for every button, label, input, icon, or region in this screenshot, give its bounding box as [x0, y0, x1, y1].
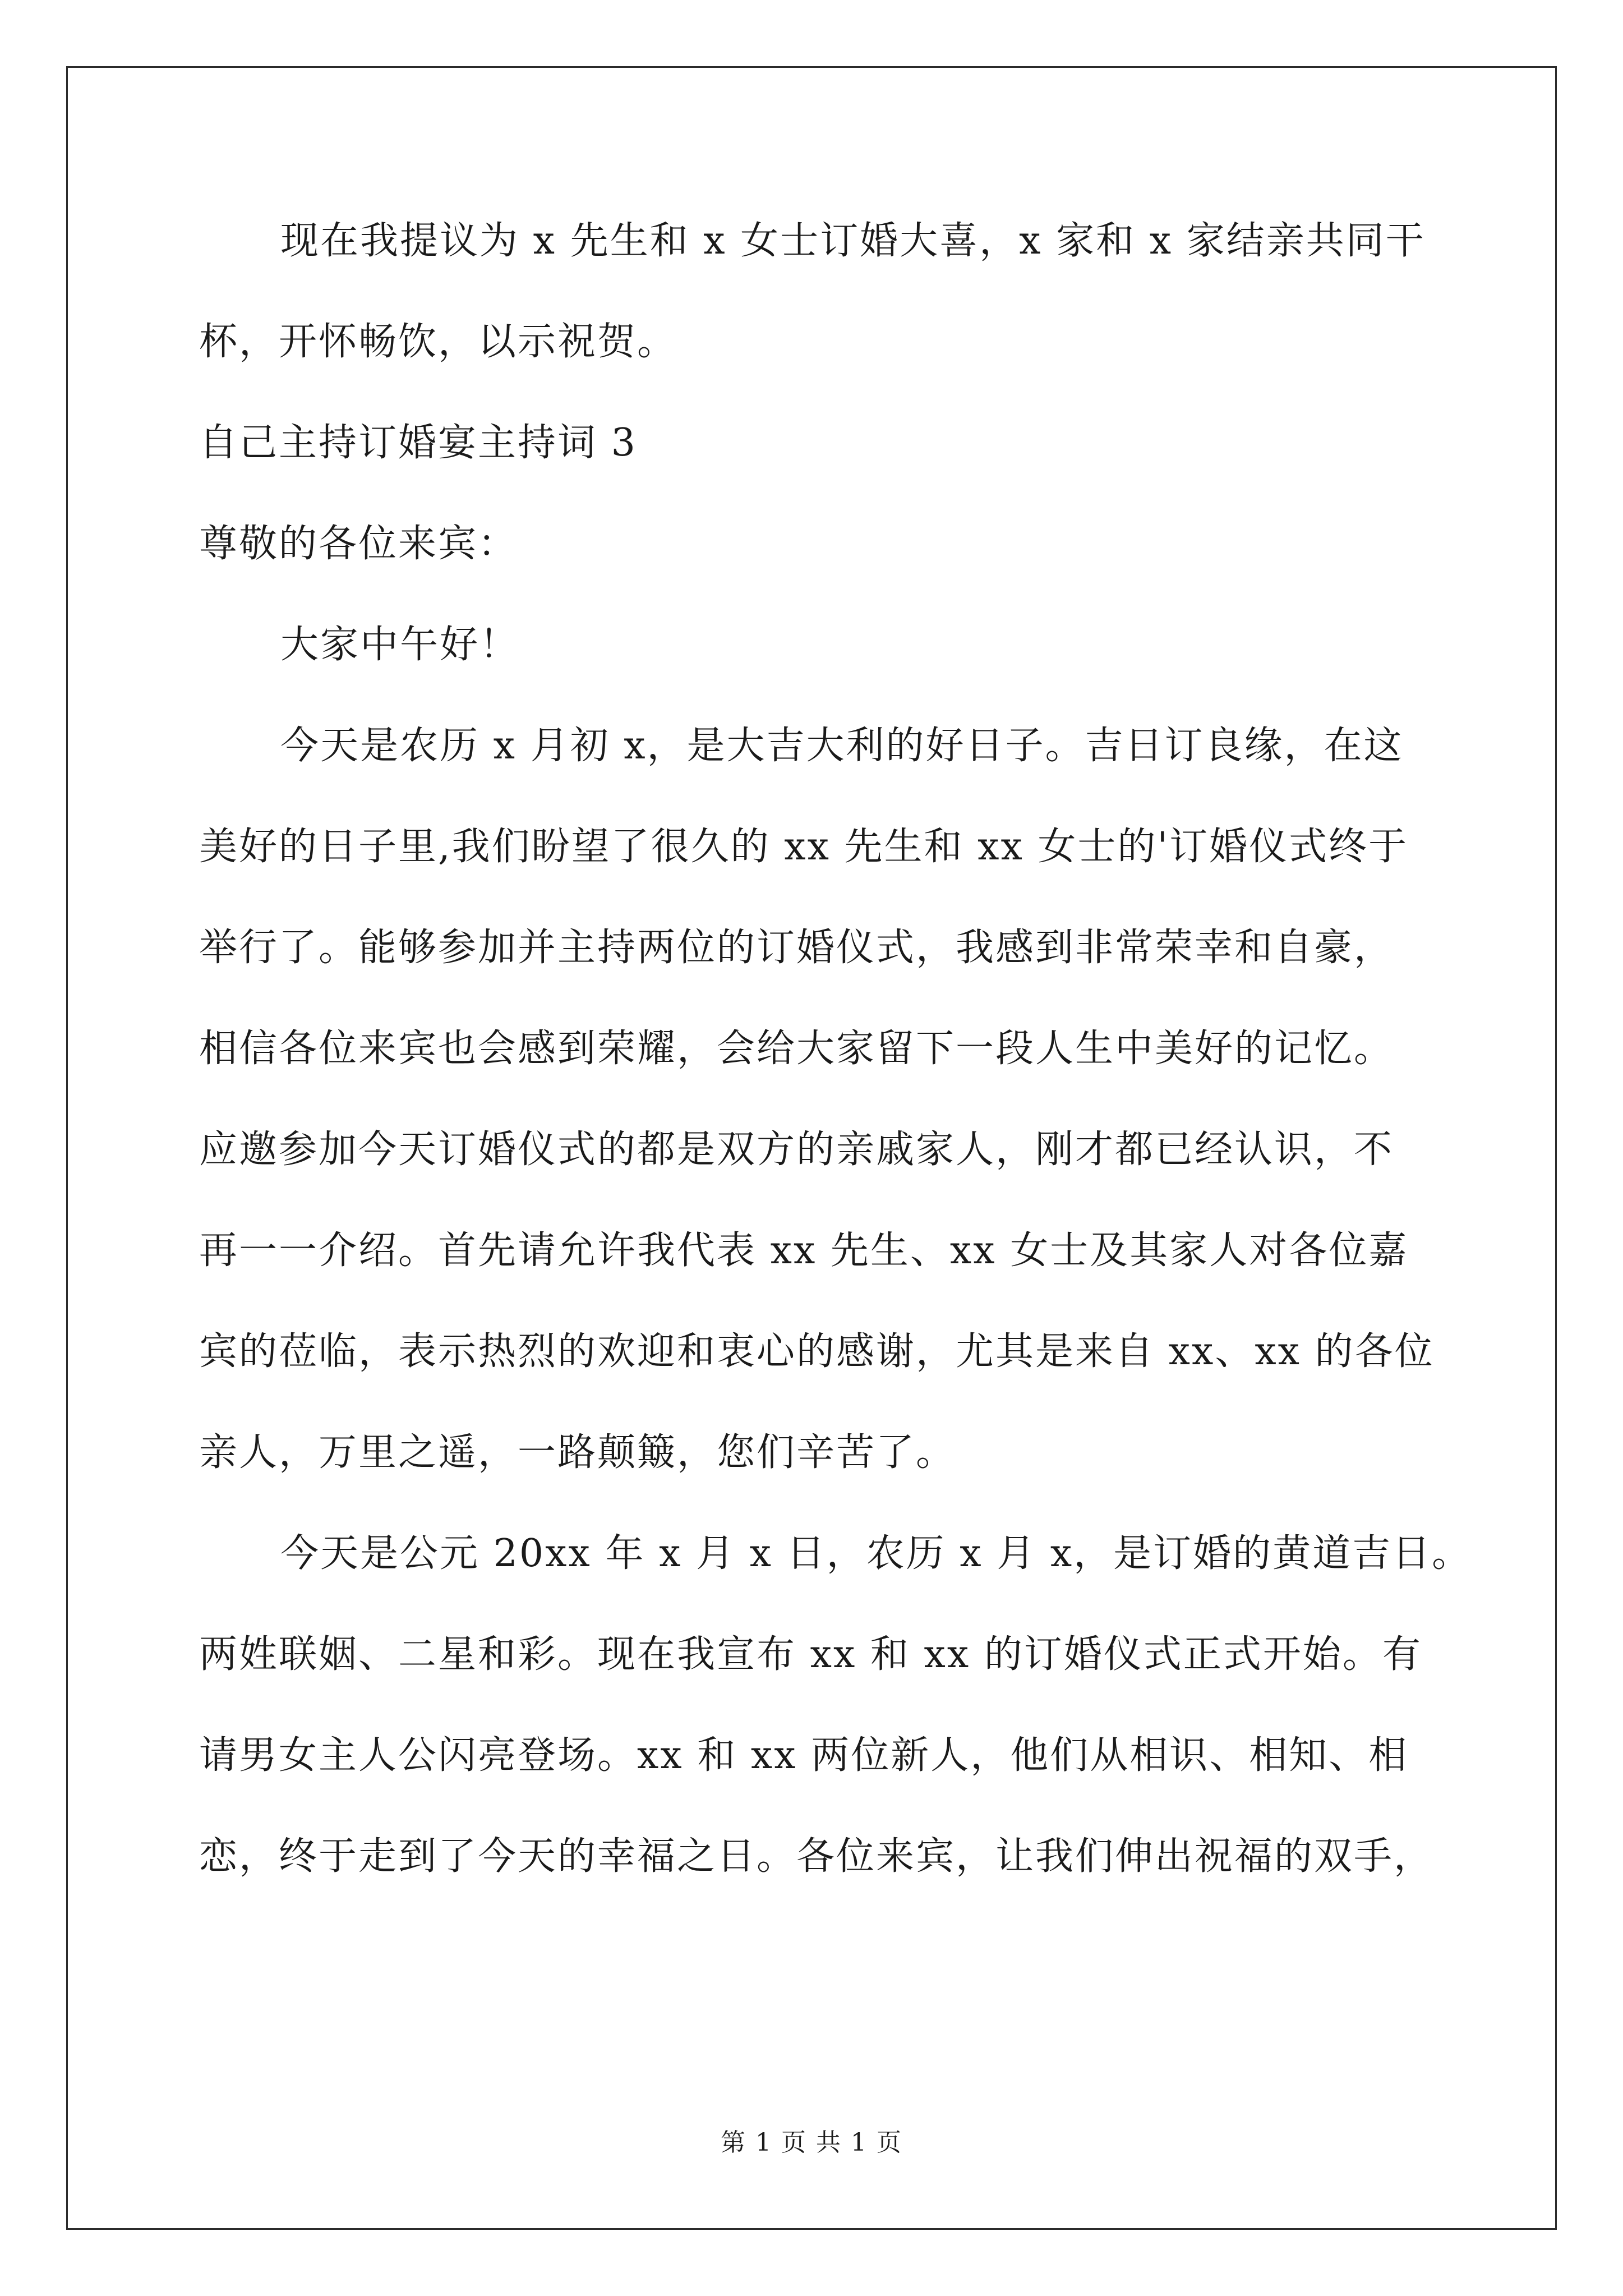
paragraph-line: 美好的日子里,我们盼望了很久的 xx 先生和 xx 女士的'订婚仪式终于	[199, 825, 1409, 869]
paragraph-line: 两姓联姻、二星和彩。现在我宣布 xx 和 xx 的订婚仪式正式开始。有	[199, 1632, 1422, 1677]
paragraph-line: 应邀参加今天订婚仪式的都是双方的亲戚家人，刚才都已经认识，不	[199, 1128, 1394, 1172]
paragraph-line: 请男女主人公闪亮登场。xx 和 xx 两位新人，他们从相识、相知、相	[199, 1733, 1409, 1778]
section-title: 自己主持订婚宴主持词 3	[199, 421, 637, 465]
paragraph-line: 恋，终于走到了今天的幸福之日。各位来宾，让我们伸出祝福的双手，	[199, 1834, 1434, 1879]
paragraph-line: 杯，开怀畅饮，以示祝贺。	[199, 320, 677, 364]
paragraph-line: 宾的莅临，表示热烈的欢迎和衷心的感谢，尤其是来自 xx、xx 的各位	[199, 1329, 1435, 1374]
greeting: 大家中午好！	[280, 623, 520, 667]
paragraph-line: 再一一介绍。首先请允许我代表 xx 先生、xx 女士及其家人对各位嘉	[199, 1228, 1409, 1273]
page-number-footer: 第 1 页 共 1 页	[721, 2128, 902, 2157]
paragraph-line: 今天是公元 20xx 年 x 月 x 日，农历 x 月 x，是订婚的黄道吉日。	[280, 1531, 1472, 1576]
paragraph-line: 相信各位来宾也会感到荣耀，会给大家留下一段人生中美好的记忆。	[199, 1027, 1394, 1071]
paragraph-line: 今天是农历 x 月初 x，是大吉大利的好日子。吉日订良缘，在这	[280, 724, 1404, 768]
paragraph-line: 现在我提议为 x 先生和 x 女士订婚大喜，x 家和 x 家结亲共同干	[280, 219, 1426, 263]
salutation: 尊敬的各位来宾：	[199, 522, 518, 566]
paragraph-line: 亲人，万里之遥，一路颠簸，您们辛苦了。	[199, 1430, 956, 1475]
paragraph-line: 举行了。能够参加并主持两位的订婚仪式，我感到非常荣幸和自豪，	[199, 926, 1394, 970]
